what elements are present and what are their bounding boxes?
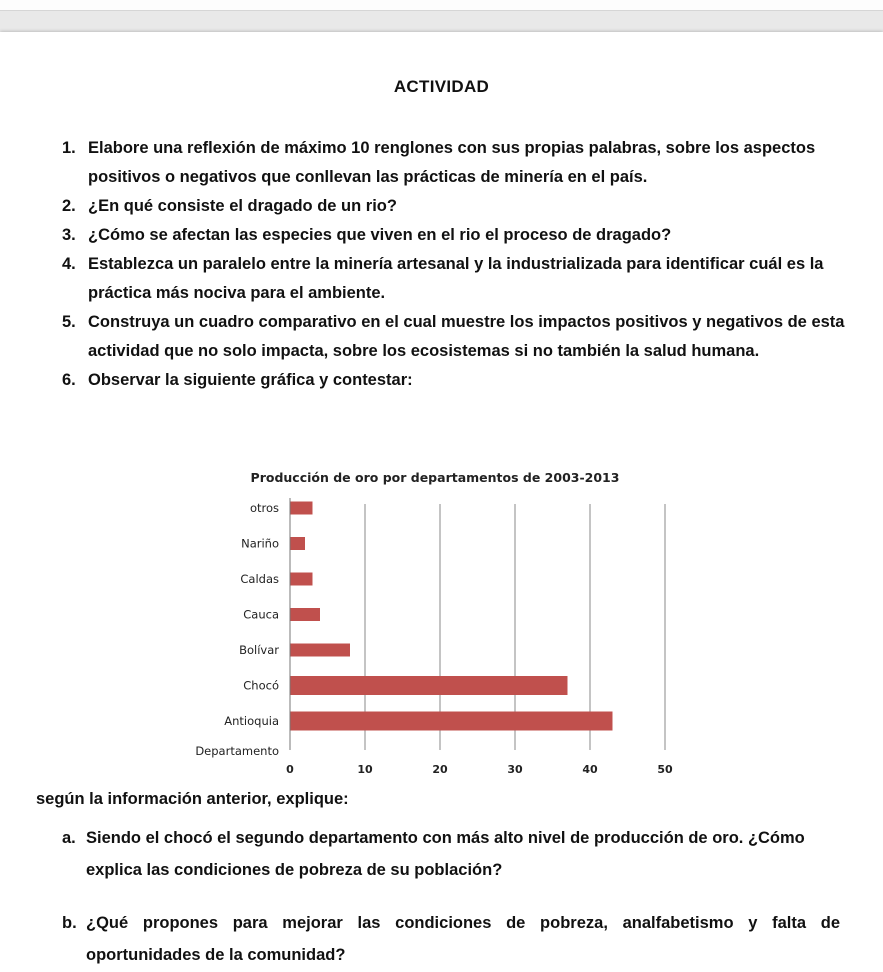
question-item: [62, 308, 852, 366]
question-text: Construya un cuadro comparativo en el cual muestre los impactos positivos y negativos de esta actividad que no solo impacta, sobre los ecosistemas si no también la salud humana.: [88, 313, 845, 360]
bar: [290, 502, 313, 515]
chart-svg: [180, 432, 700, 776]
category-label: Nariño: [241, 536, 279, 551]
question-item: [62, 366, 852, 395]
category-label: Antioquia: [224, 714, 279, 728]
category-label: Bolívar: [239, 643, 279, 657]
subquestion-text: Siendo el chocó el segundo departamento con más alto nivel de producción de oro. ¿Cómo explica las condiciones de pobreza de su población?: [86, 829, 805, 879]
bar: [290, 537, 305, 550]
question-item: [62, 134, 852, 192]
category-label: Chocó: [243, 678, 279, 693]
question-number: 4.: [62, 255, 76, 273]
bar: [290, 573, 313, 586]
question-number: 2.: [62, 197, 76, 215]
document-page: [0, 32, 883, 972]
question-number: 1.: [62, 139, 76, 157]
bar-chart: [180, 432, 700, 776]
question-text: Observar la siguiente gráfica y contestar:: [88, 371, 413, 389]
x-tick-label: 40: [582, 763, 598, 776]
question-text: ¿En qué consiste el dragado de un rio?: [88, 197, 397, 215]
bar: [290, 676, 568, 695]
chart-title: Producción de oro por departamentos de 2003-2013: [250, 470, 620, 485]
question-number: 5.: [62, 313, 76, 331]
x-tick-label: 50: [657, 763, 673, 776]
question-number: 3.: [62, 226, 76, 244]
instruction-label: según la información anterior, explique:: [36, 790, 349, 808]
question-text: Establezca un paralelo entre la minería artesanal y la industrializada para identificar cuál es la práctica más nociva para el ambiente.: [88, 255, 824, 302]
subquestion-a: [62, 822, 840, 886]
category-label: Caldas: [240, 572, 279, 586]
x-tick-label: 0: [286, 763, 294, 776]
x-tick-label: 30: [507, 763, 523, 776]
subquestion-text: ¿Qué propones para mejorar las condiciones de pobreza, analfabetismo y falta de oportunidades de la comunidad?: [86, 914, 840, 964]
question-list: [62, 134, 852, 395]
category-label: otros: [249, 501, 279, 515]
y-axis-label: Departamento: [195, 744, 279, 758]
bar: [290, 644, 350, 657]
question-text: Elabore una reflexión de máximo 10 renglones con sus propias palabras, sobre los aspectos positivos o negativos que conllevan las prácticas de minería en el país.: [88, 139, 816, 186]
bar: [290, 712, 613, 731]
bar: [290, 608, 320, 621]
question-text: ¿Cómo se afectan las especies que viven en el rio el proceso de dragado?: [88, 226, 672, 244]
category-label: Cauca: [243, 607, 279, 622]
question-item: [62, 221, 852, 250]
top-strip: [0, 0, 883, 11]
subquestion-number: b.: [62, 914, 77, 932]
subquestion-b: [62, 907, 840, 971]
question-number: 6.: [62, 371, 76, 389]
page-title: ACTIVIDAD: [393, 77, 490, 96]
x-tick-label: 20: [432, 763, 448, 776]
question-item: [62, 192, 852, 221]
subquestion-number: a.: [62, 829, 76, 847]
x-tick-label: 10: [357, 763, 373, 776]
question-item: [62, 250, 852, 308]
